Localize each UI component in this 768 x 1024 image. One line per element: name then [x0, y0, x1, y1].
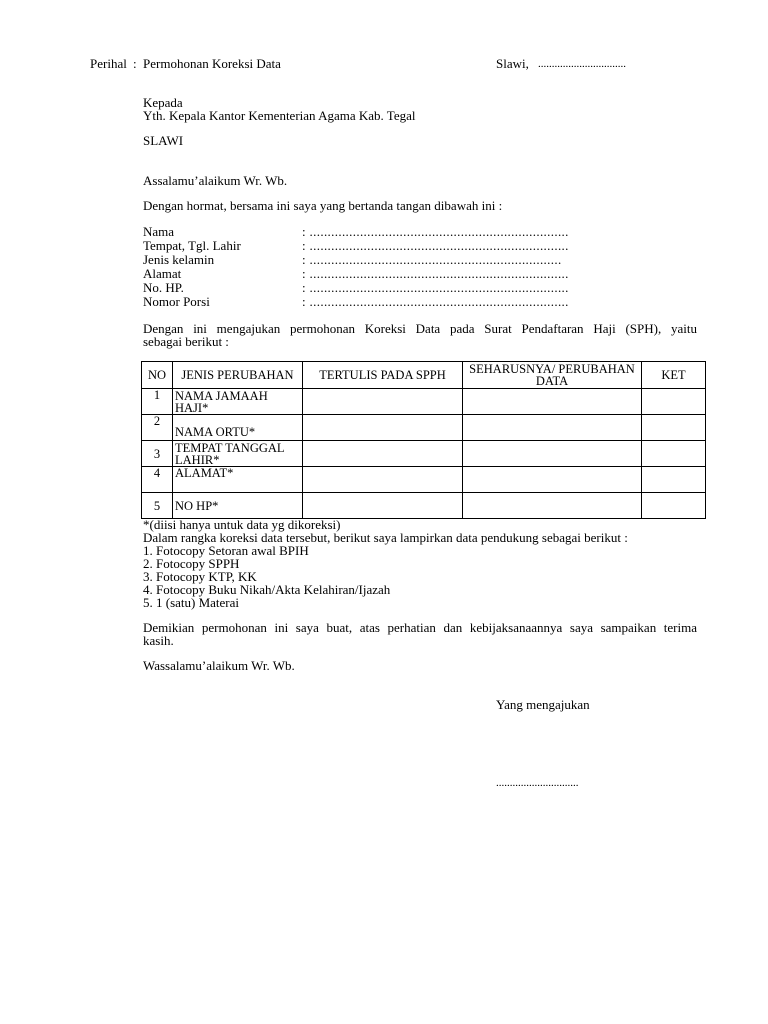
row-ket-cell[interactable] — [642, 389, 706, 415]
date-dots: ................................ — [538, 58, 626, 70]
attachments-intro: Dalam rangka koreksi data tersebut, berikut saya lampirkan data pendukung sebagai berikut : — [143, 530, 628, 545]
place-label: Slawi, — [496, 56, 529, 71]
perihal-separator: : — [133, 56, 137, 71]
request-line-2: sebagai berikut : — [143, 334, 229, 349]
header-tertulis: TERTULIS PADA SPPH — [303, 362, 463, 389]
row-ket-cell[interactable] — [642, 467, 706, 493]
greeting: Assalamu’alaikum Wr. Wb. — [143, 173, 288, 188]
field-dots-alamat: : ........................................................................ — [302, 266, 569, 281]
row-jenis: NO HP* — [173, 493, 303, 519]
header-no: NO — [142, 362, 173, 389]
table-row — [142, 441, 706, 467]
perihal-label: Perihal — [90, 56, 127, 71]
row-tertulis-cell[interactable] — [303, 441, 463, 467]
row-seharusnya-cell[interactable] — [463, 415, 642, 441]
row-no: 3 — [142, 441, 173, 467]
farewell: Wassalamu’alaikum Wr. Wb. — [143, 658, 295, 673]
recipient-city: SLAWI — [143, 133, 184, 148]
header-ket: KET — [642, 362, 706, 389]
list-item: 1. Fotocopy Setoran awal BPIH — [143, 543, 309, 558]
list-item: 3. Fotocopy KTP, KK — [143, 569, 257, 584]
recipient-title: Yth. Kepala Kantor Kementerian Agama Kab. Tegal — [143, 108, 416, 123]
header-seharusnya: SEHARUSNYA/ PERUBAHAN DATA — [463, 362, 642, 389]
row-no: 1 — [142, 389, 173, 415]
closing-line-1: Demikian permohonan ini saya buat, atas perhatian dan kebijaksanaannya saya sampaikan terima — [143, 620, 697, 635]
row-tertulis-cell[interactable] — [303, 493, 463, 519]
field-dots-nama: : ........................................................................ — [302, 224, 569, 239]
list-item: 4. Fotocopy Buku Nikah/Akta Kelahiran/Ijazah — [143, 582, 391, 597]
row-seharusnya-cell[interactable] — [463, 493, 642, 519]
row-no: 4 — [142, 467, 173, 493]
signature-dots: .............................. — [496, 777, 579, 789]
closing-paragraph — [143, 621, 697, 647]
field-label-ttl: Tempat, Tgl. Lahir — [143, 238, 241, 253]
row-jenis: ALAMAT* — [173, 467, 303, 493]
field-label-nama: Nama — [143, 224, 175, 239]
table-row — [142, 389, 706, 415]
table-note: *(diisi hanya untuk data yg dikoreksi) — [143, 517, 341, 532]
field-label-nomor-porsi: Nomor Porsi — [143, 294, 210, 309]
row-jenis: NAMA ORTU* — [173, 415, 303, 441]
row-ket-cell[interactable] — [642, 493, 706, 519]
field-label-jenis-kelamin: Jenis kelamin — [143, 252, 215, 267]
row-tertulis-cell[interactable] — [303, 467, 463, 493]
attachments-list — [143, 544, 390, 609]
row-tertulis-cell[interactable] — [303, 389, 463, 415]
row-seharusnya-cell[interactable] — [463, 441, 642, 467]
request-line-1: Dengan ini mengajukan permohonan Koreksi Data pada Surat Pendaftaran Haji (SPH), yaitu — [143, 321, 697, 336]
field-dots-no-hp: : ........................................................................ — [302, 280, 569, 295]
field-dots-ttl: : ........................................................................ — [302, 238, 569, 253]
kepada-label: Kepada — [143, 95, 183, 110]
row-jenis: NAMA JAMAAH HAJI* — [173, 389, 303, 415]
field-dots-nomor-porsi: : ........................................................................ — [302, 294, 569, 309]
table-row — [142, 415, 706, 441]
table-header-row — [142, 362, 706, 389]
row-seharusnya-cell[interactable] — [463, 467, 642, 493]
perihal-value: Permohonan Koreksi Data — [143, 56, 281, 71]
row-ket-cell[interactable] — [642, 415, 706, 441]
row-jenis: TEMPAT TANGGAL LAHIR* — [173, 441, 303, 467]
correction-table — [141, 361, 706, 519]
header-jenis-perubahan: JENIS PERUBAHAN — [173, 362, 303, 389]
row-no: 5 — [142, 493, 173, 519]
row-ket-cell[interactable] — [642, 441, 706, 467]
row-seharusnya-cell[interactable] — [463, 389, 642, 415]
closing-line-2: kasih. — [143, 633, 174, 648]
signature-label: Yang mengajukan — [496, 697, 590, 712]
row-tertulis-cell[interactable] — [303, 415, 463, 441]
list-item: 5. 1 (satu) Materai — [143, 595, 240, 610]
table-row — [142, 467, 706, 493]
intro-text: Dengan hormat, bersama ini saya yang bertanda tangan dibawah ini : — [143, 198, 503, 213]
request-paragraph — [143, 322, 697, 348]
list-item: 2. Fotocopy SPPH — [143, 556, 240, 571]
field-label-no-hp: No. HP. — [143, 280, 184, 295]
field-label-alamat: Alamat — [143, 266, 182, 281]
field-dots-jenis-kelamin: : ...................................................................... — [302, 252, 562, 267]
table-row — [142, 493, 706, 519]
row-no: 2 — [142, 415, 173, 441]
